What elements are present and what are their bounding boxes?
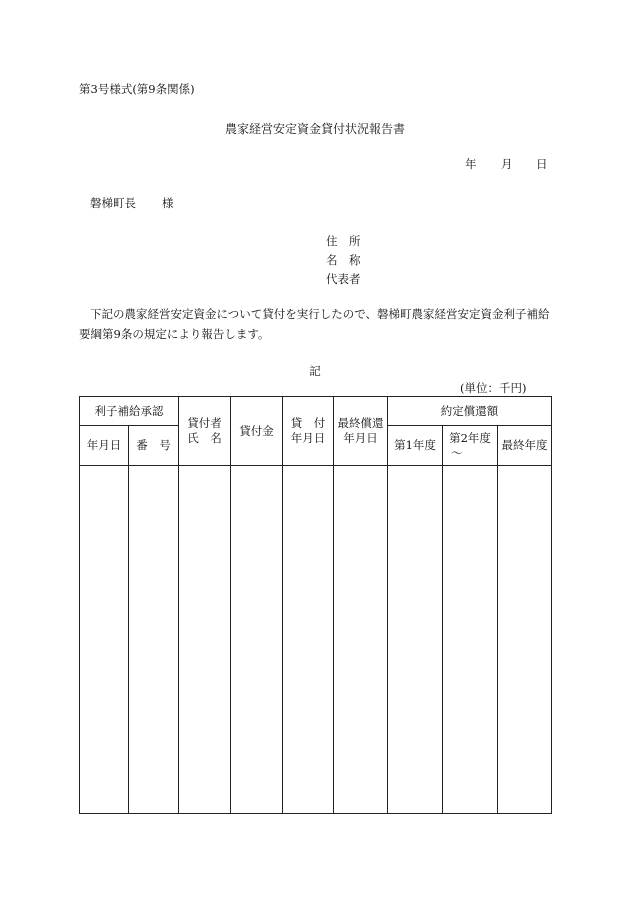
approval-group-header: 利子補給承認	[80, 397, 179, 426]
year1-header: 第1年度	[388, 426, 443, 466]
document-title: 農家経営安定資金貸付状況報告書	[224, 122, 405, 136]
repayment-group-header: 約定償還額	[388, 397, 552, 426]
final-repayment-header-line2: 年月日	[343, 431, 378, 445]
loan-amount-header: 貸付金	[231, 397, 283, 466]
borrower-header-line2: 氏 名	[187, 431, 222, 445]
applicant-name-label: 名 称	[326, 253, 361, 267]
cell-loan-amount[interactable]	[231, 466, 283, 814]
loan-date-header	[283, 397, 334, 466]
addressee	[90, 195, 174, 211]
cell-final-year[interactable]	[498, 466, 552, 814]
loan-date-header-line1: 貸 付	[290, 416, 326, 430]
applicant-representative-label: 代表者	[326, 272, 361, 286]
borrower-header-line1: 貸付者	[187, 416, 222, 430]
applicant-address-label: 住 所	[326, 234, 361, 248]
cell-loan-date[interactable]	[283, 466, 334, 814]
borrower-header	[179, 397, 231, 466]
cell-approval-date[interactable]	[80, 466, 129, 814]
cell-year2[interactable]	[443, 466, 498, 814]
year2-header-line2: ～	[451, 445, 463, 460]
unit-label: (単位：千円)	[460, 381, 527, 395]
loan-status-table	[79, 396, 552, 814]
year2-header	[443, 426, 498, 466]
date-year-label: 年	[465, 157, 477, 171]
body-text: 下記の農家経営安定資金について貸付を実行したので、磐梯町農家経営安定資金利子補給要綱第9条の規定により報告します。	[79, 307, 550, 341]
cell-borrower[interactable]	[179, 466, 231, 814]
final-repayment-header	[334, 397, 388, 466]
addressee-honorific: 様	[162, 196, 174, 210]
date-day-label: 日	[536, 157, 548, 171]
cell-approval-number[interactable]	[129, 466, 179, 814]
addressee-name: 磐梯町長	[90, 196, 136, 210]
final-repayment-header-line1: 最終償還	[337, 416, 384, 430]
approval-number-header: 番 号	[129, 426, 179, 466]
date-month-label: 月	[501, 157, 513, 171]
final-year-header: 最終年度	[498, 426, 552, 466]
table-row	[80, 466, 552, 814]
form-number: 第3号様式(第9条関係)	[79, 82, 195, 96]
ki-heading: 記	[309, 364, 321, 378]
cell-final-repayment[interactable]	[334, 466, 388, 814]
loan-date-header-line2: 年月日	[290, 431, 326, 445]
cell-year1[interactable]	[388, 466, 443, 814]
approval-date-header: 年月日	[80, 426, 129, 466]
year2-header-line1: 第2年度	[449, 430, 491, 445]
